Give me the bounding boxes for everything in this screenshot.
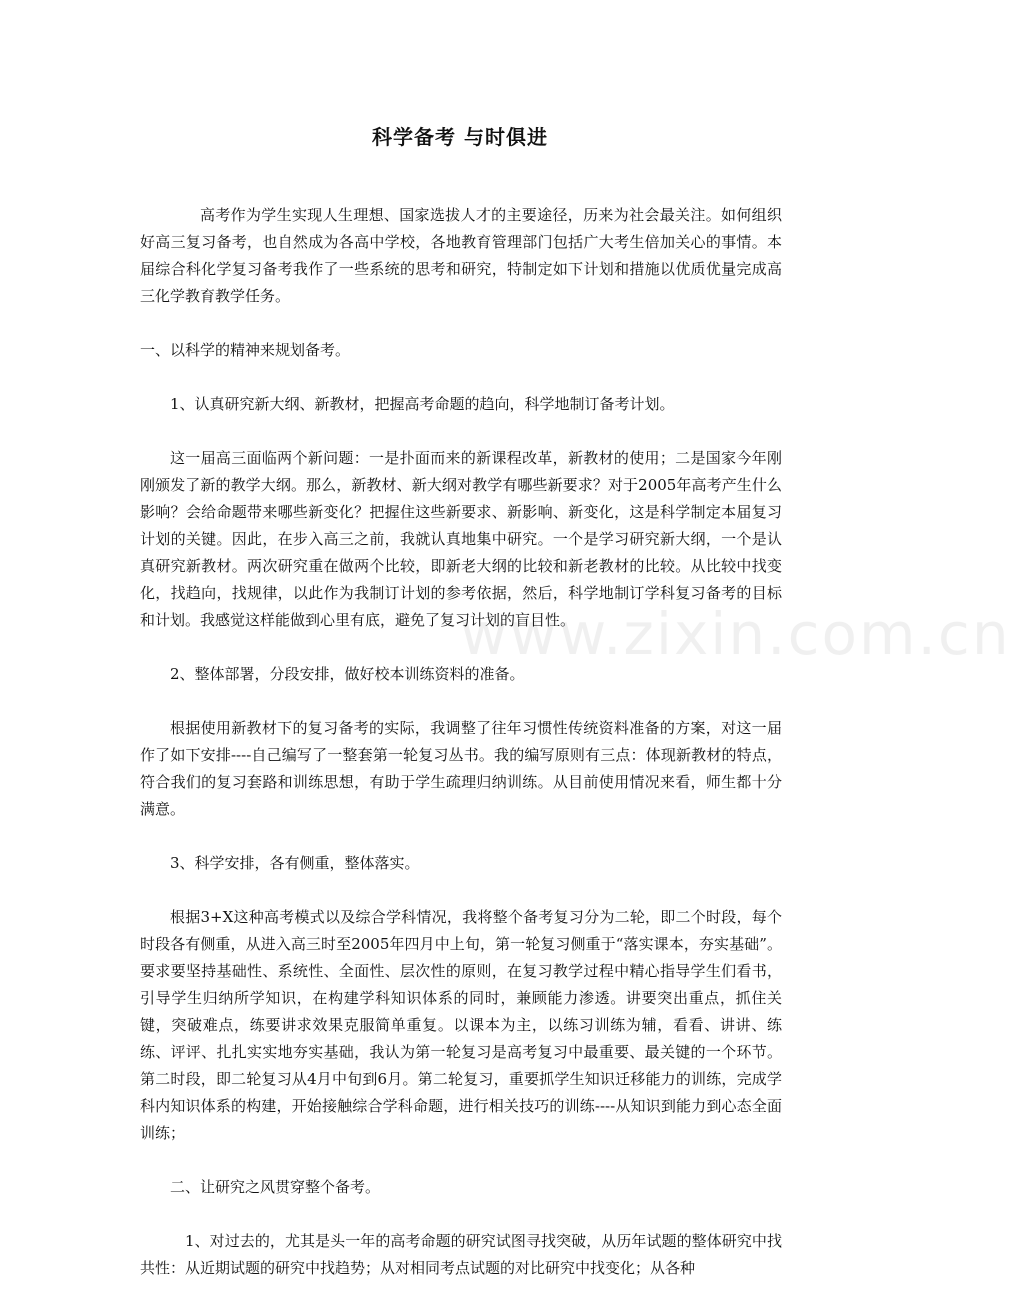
document-body: [140, 202, 782, 1282]
section-heading-2: 二、让研究之风贯穿整个备考。: [170, 1178, 381, 1196]
paragraph-intro: 高考作为学生实现人生理想、国家选拔人才的主要途径，历来为社会最关注。如何组织好高三复习备考，也自然成为各高中学校，各地教育管理部门包括广大考生倍加关心的事情。本届综合科化学复习备考我作了一些系统的思考和研究，特制定如下计划和措施以优质优量完成高三化学教育教学任务。: [140, 206, 782, 305]
subsection-heading-1-2: 2、整体部署，分段安排，做好校本训练资料的准备。: [170, 665, 525, 683]
paragraph-1-2: 根据使用新教材下的复习备考的实际，我调整了往年习惯性传统资料准备的方案，对这一届作了如下安排----自己编写了一整套第一轮复习丛书。我的编写原则有三点：体现新教材的特点，符合我们的复习套路和训练思想，有助于学生疏理归纳训练。从目前使用情况来看，师生都十分满意。: [140, 719, 782, 818]
subsection-heading-1-1: 1、认真研究新大纲、新教材，把握高考命题的趋向，科学地制订备考计划。: [170, 395, 675, 413]
watermark-text: www.zixin.com.cn: [460, 600, 1011, 668]
document-title: 科学备考 与时俱进: [372, 125, 548, 149]
paragraph-1-3: 根据3+X这种高考模式以及综合学科情况，我将整个备考复习分为二轮，即二个时段，每个时段各有侧重，从进入高三时至2005年四月中上旬，第一轮复习侧重于“落实课本，夯实基础”。要求要坚持基础性、系统性、全面性、层次性的原则，在复习教学过程中精心指导学生们看书，引导学生归纳所学知识，在构建学科知识体系的同时，兼顾能力渗透。讲要突出重点，抓住关键，突破难点，练要讲求效果克服简单重复。以课本为主，以练习训练为辅，看看、讲讲、练练、评评、扎扎实实地夯实基础，我认为第一轮复习是高考复习中最重要、最关键的一个环节。第二时段，即二轮复习从4月中旬到6月。第二轮复习，重要抓学生知识迁移能力的训练，完成学科内知识体系的构建，开始接触综合学科命题，进行相关技巧的训练----从知识到能力到心态全面训练；: [140, 908, 782, 1142]
section-heading-1: 一、以科学的精神来规划备考。: [140, 341, 351, 359]
paragraph-2-1: 1、对过去的，尤其是头一年的高考命题的研究试图寻找突破，从历年试题的整体研究中找共性：从近期试题的研究中找趋势；从对相同考点试题的对比研究中找变化；从各种: [140, 1232, 782, 1277]
paragraph-1-1: 这一届高三面临两个新问题：一是扑面而来的新课程改革，新教材的使用；二是国家今年刚刚颁发了新的教学大纲。那么，新教材、新大纲对教学有哪些新要求？对于2005年高考产生什么影响？会给命题带来哪些新变化？把握住这些新要求、新影响、新变化，这是科学制定本届复习计划的关键。因此，在步入高三之前，我就认真地集中研究。一个是学习研究新大纲，一个是认真研究新教材。两次研究重在做两个比较，即新老大纲的比较和新老教材的比较。从比较中找变化，找趋向，找规律，以此作为我制订计划的参考依据，然后，科学地制订学科复习备考的目标和计划。我感觉这样能做到心里有底，避免了复习计划的盲目性。: [140, 449, 782, 629]
subsection-heading-1-3: 3、科学安排，各有侧重，整体落实。: [170, 854, 420, 872]
